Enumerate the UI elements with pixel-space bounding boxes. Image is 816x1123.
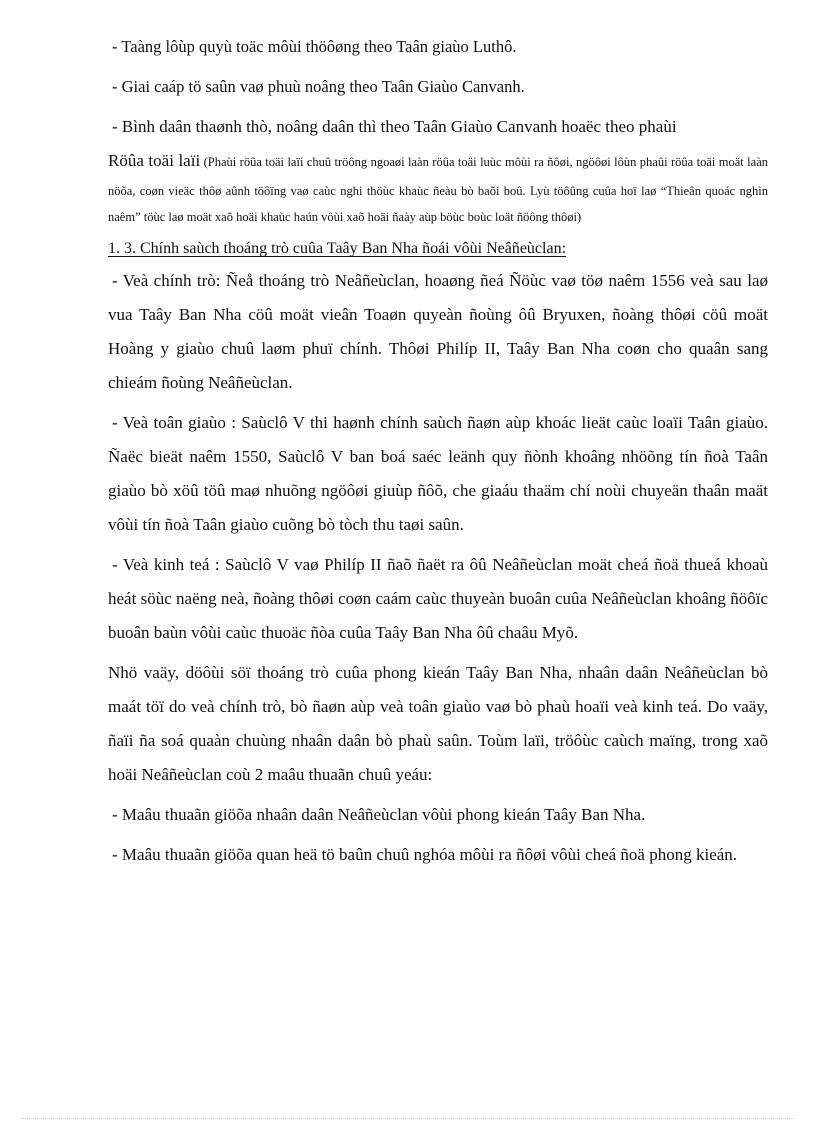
paragraph-religion: - Veà toân giaùo : Saùclô V thi haønh chính saùch ñaøn aùp khoác lieät caùc loaïi Taân giaùo. Ñaëc bieät naêm 1550, Saùclô V ban boá saéc leänh quy ñònh khoâng nhöõng tín ñoà Taân giaùo bò xöû töû maø nhuõng ngöôøi giuùp ñôõ, che giaáu thaäm chí noùi chuyeän thaân maät vôùi tín ñoà Taân giaùo cuõng bò tòch thu taøi saûn. (108, 413, 768, 534)
paragraph-economy: - Veà kinh teá : Saùclô V vaø Philíp II ñaõ ñaët ra ôû Neâñeùclan moät cheá ñoä thueá khoaù heát söùc naëng neà, ñoàng thôøi coøn caám caùc thuyeàn buoân cuûa Neâñeùclan khoâng ñöôïc buoân baùn vôùi caùc thuoäc ñòa cuûa Taây Ban Nha ôû chaâu Myõ. (108, 555, 768, 642)
document-page (108, 30, 768, 872)
paragraph-contradiction-1: - Maâu thuaãn giöõa nhaân daân Neâñeùclan vôùi phong kieán Taây Ban Nha. (112, 805, 646, 824)
paragraph-anabaptist-note (108, 144, 768, 230)
paragraph-bourgeoisie: - Giai caáp tö saûn vaø phuù noâng theo Taân Giaùo Canvanh. (112, 77, 525, 96)
paragraph-nobility: - Taàng lôùp quyù toäc môùi thöôøng theo Taân giaùo Luthô. (112, 37, 517, 56)
paragraph-politics: - Veà chính trò: Ñeå thoáng trò Neâñeùclan, hoaøng ñeá Ñöùc vaø töø naêm 1556 veà sau laø vua Taây Ban Nha cöû moät vieân Toaøn quyeàn ñoùng ôû Bryuxen, ñoàng thôøi cöû moät Hoàng y giaùo chuû laøm phuï chính. Thôøi Philíp II, Taây Ban Nha coøn cho quaân sang chieám ñoùng Neâñeùclan. (108, 271, 768, 392)
page-bottom-rule (22, 1118, 794, 1119)
anabaptist-term: Röûa toäi laïi (108, 151, 201, 170)
section-heading: 1. 3. Chính saùch thoáng trò cuûa Taây Ban Nha ñoái vôùi Neâñeùclan: (108, 240, 567, 257)
paragraph-contradiction-2: - Maâu thuaãn giöõa quan heä tö baûn chuû nghóa môùi ra ñôøi vôùi cheá ñoä phong kieán. (112, 845, 738, 864)
anabaptist-footnote-text: (Phaùi röûa toäi laïi chuû tröông ngoaøi laàn röûa toäi luùc môùi ra ñôøi, ngöôøi lôùn phaûi röûa toäi moät laàn nöõa, coøn vieäc thôø aûnh töôïng vaø caùc nghi thöùc khaùc ñeàu bò baõi boû. Lyù töôûng cuûa hoï laø “Thieân quoác nghìn naêm” töùc laø moät xaõ hoäi khaùc haún vôùi xaõ hoäi ñaày aùp böùc boùc loät ñöông thôøi) (108, 155, 769, 224)
paragraph-commoners: - Bình daân thaønh thò, noâng daân thì theo Taân Giaùo Canvanh hoaëc theo phaùi (112, 117, 677, 136)
paragraph-summary: Nhö vaäy, döôùi söï thoáng trò cuûa phong kieán Taây Ban Nha, nhaân daân Neâñeùclan bò maát töï do veà chính trò, bò ñaøn aùp veà toân giaùo vaø bò phaù hoaïi veà kinh teá. Do vaäy, ñaïi ña soá quaàn chuùng nhaân daân bò phaù saûn. Toùm laïi, tröôùc caùch maïng, trong xaõ hoäi Neâñeùclan coù 2 maâu thuaãn chuû yeáu: (108, 663, 768, 784)
